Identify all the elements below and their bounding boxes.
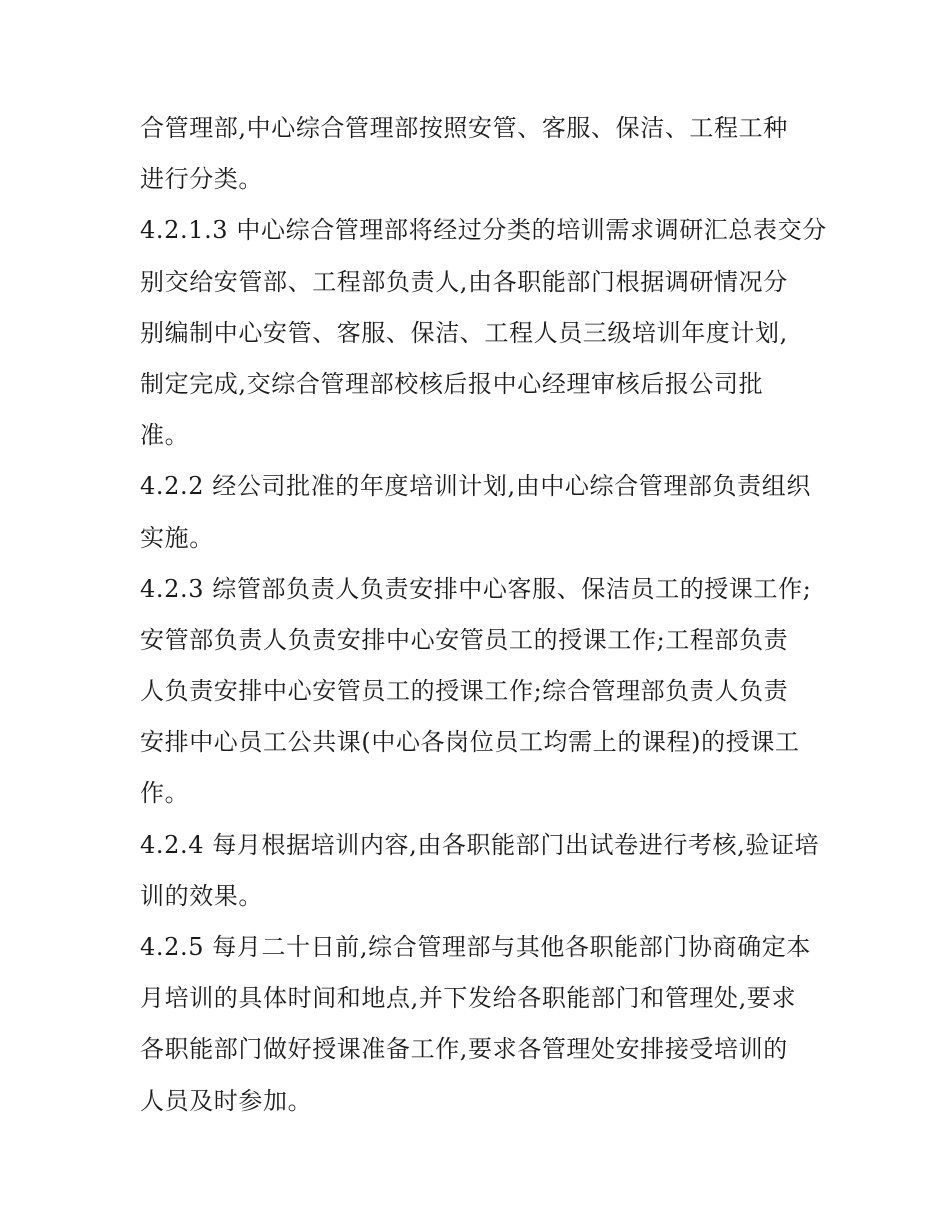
text-line: 4.2.3 综管部负责人负责安排中心客服、保洁员工的授课工作; (140, 574, 812, 603)
text-line: 4.2.2 经公司批准的年度培训计划,由中心综合管理部负责组织 (140, 472, 811, 501)
text-line: 4.2.5 每月二十日前,综合管理部与其他各职能部门协商确定本 (140, 933, 811, 961)
text-line: 实施。 (140, 523, 214, 552)
text-line: 别交给安管部、工程部负责人,由各职能部门根据调研情况分 (140, 267, 788, 296)
text-line: 月培训的具体时间和地点,并下发给各职能部门和管理处,要求 (140, 984, 797, 1013)
text-line: 人负责安排中心安管员工的授课工作;综合管理部负责人负责 (140, 677, 789, 706)
text-line: 制定完成,交综合管理部校核后报中心经理审核后报公司批 (140, 369, 764, 398)
text-line: 人员及时参加。 (140, 1086, 313, 1115)
text-line: 各职能部门做好授课准备工作,要求各管理处安排接受培训的 (140, 1035, 788, 1064)
text-line: 合管理部,中心综合管理部按照安管、客服、保洁、工程工种 (140, 114, 788, 142)
document-body (140, 103, 827, 1127)
text-line: 进行分类。 (140, 165, 263, 194)
text-line: 准。 (140, 421, 190, 450)
text-line: 训的效果。 (140, 881, 263, 910)
text-line: 安排中心员工公共课(中心各岗位员工均需上的课程)的授课工 (140, 728, 800, 757)
text-line: 作。 (140, 779, 190, 808)
text-line: 4.2.1.3 中心综合管理部将经过分类的培训需求调研汇总表交分 (140, 216, 827, 245)
text-line: 安管部负责人负责安排中心安管员工的授课工作;工程部负责 (140, 625, 789, 654)
text-line: 4.2.4 每月根据培训内容,由各职能部门出试卷进行考核,验证培 (140, 830, 820, 859)
text-line: 别编制中心安管、客服、保洁、工程人员三级培训年度计划, (140, 318, 788, 347)
